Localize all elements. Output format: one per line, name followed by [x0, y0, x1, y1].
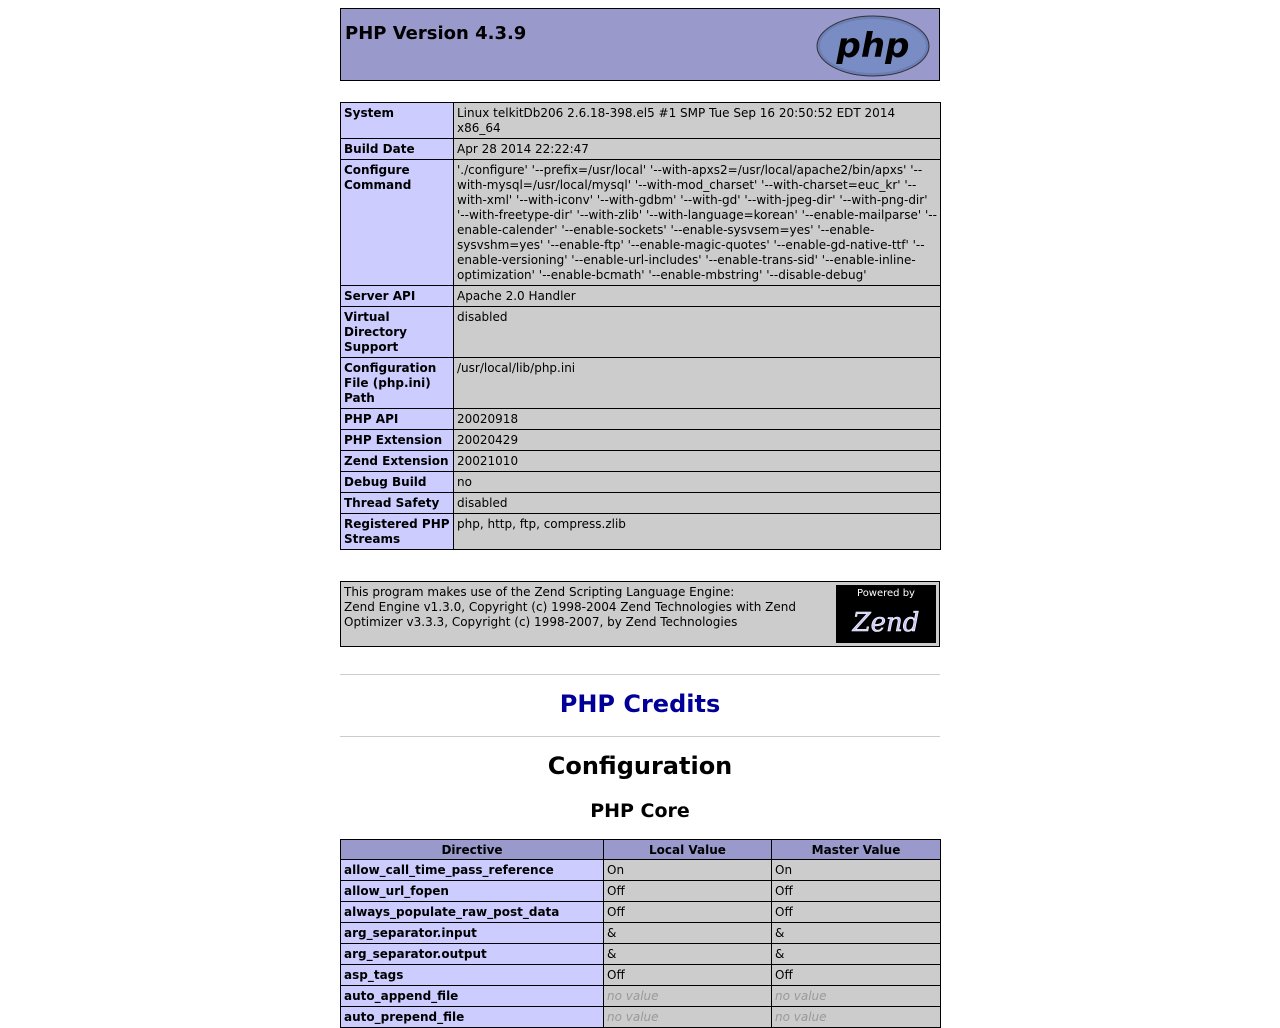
info-label: Server API [341, 286, 454, 307]
info-label: System [341, 103, 454, 139]
column-header-local-value: Local Value [604, 840, 772, 860]
info-value: php, http, ftp, compress.zlib [454, 514, 941, 550]
no-value-text: no value [775, 989, 827, 1003]
table-row [341, 160, 941, 286]
info-label: PHP API [341, 409, 454, 430]
php-version-header [340, 8, 940, 81]
info-label: Thread Safety [341, 493, 454, 514]
master-value [772, 986, 941, 1007]
zend-logo-powered: Powered by [857, 588, 915, 599]
directive-name: asp_tags [341, 965, 604, 986]
table-row [341, 307, 941, 358]
info-value: /usr/local/lib/php.ini [454, 358, 941, 409]
info-value: 20021010 [454, 451, 941, 472]
directive-name: arg_separator.input [341, 923, 604, 944]
local-value: Off [604, 881, 772, 902]
no-value-text: no value [607, 1010, 659, 1024]
master-value: Off [772, 965, 941, 986]
table-row [341, 451, 941, 472]
info-label: PHP Extension [341, 430, 454, 451]
info-label: Virtual Directory Support [341, 307, 454, 358]
directive-name: allow_call_time_pass_reference [341, 860, 604, 881]
info-value: no [454, 472, 941, 493]
info-value: 20020429 [454, 430, 941, 451]
directive-name: auto_prepend_file [341, 1007, 604, 1028]
table-row [341, 881, 941, 902]
zend-info-text [344, 585, 824, 630]
table-row [341, 514, 941, 550]
divider [340, 736, 940, 737]
table-row [341, 986, 941, 1007]
table-row [341, 493, 941, 514]
php-credits-link[interactable]: PHP Credits [559, 690, 721, 718]
page-title: PHP Version 4.3.9 [345, 23, 527, 44]
table-row [341, 860, 941, 881]
system-info-table [340, 102, 941, 550]
zend-logo-icon[interactable] [836, 585, 936, 643]
local-value [604, 1007, 772, 1028]
directive-name: auto_append_file [341, 986, 604, 1007]
info-value: disabled [454, 307, 941, 358]
directive-name: always_populate_raw_post_data [341, 902, 604, 923]
info-value: 20020918 [454, 409, 941, 430]
info-label: Configure Command [341, 160, 454, 286]
php-core-table [340, 839, 941, 1028]
php-logo-text: php [836, 26, 910, 66]
master-value: Off [772, 902, 941, 923]
table-row [341, 902, 941, 923]
info-value: Apr 28 2014 22:22:47 [454, 139, 941, 160]
local-value: & [604, 944, 772, 965]
table-row [341, 103, 941, 139]
table-header-row [341, 840, 941, 860]
zend-line-1: This program makes use of the Zend Scripting Language Engine: [344, 585, 735, 599]
info-label: Configuration File (php.ini) Path [341, 358, 454, 409]
master-value [772, 1007, 941, 1028]
master-value: Off [772, 881, 941, 902]
master-value: & [772, 944, 941, 965]
column-header-master-value: Master Value [772, 840, 941, 860]
php-core-heading: PHP Core [590, 800, 690, 822]
table-row [341, 923, 941, 944]
zend-logo-word: Zend [852, 608, 920, 638]
table-row [341, 472, 941, 493]
table-row [341, 286, 941, 307]
table-row [341, 139, 941, 160]
local-value: & [604, 923, 772, 944]
table-row [341, 409, 941, 430]
master-value: On [772, 860, 941, 881]
table-row [341, 1007, 941, 1028]
info-value: './configure' '--prefix=/usr/local' '--with-apxs2=/usr/local/apache2/bin/apxs' '--with-mysql=/usr/local/mysql' '--with-mod_charset' '--with-charset=euc_kr' '--with-xml' '--with-iconv' '--with-gdbm' '--with-gd' '--with-jpeg-dir' '--with-png-dir' '--with-freetype-dir' '--with-zlib' '--with-language=korean' '--enable-mailparse' '--enable-calender' '--enable-sockets' '--enable-sysvsem=yes' '--enable-sysvshm=yes' '--enable-ftp' '--enable-magic-quotes' '--enable-gd-native-ttf' '--enable-versioning' '--enable-url-includes' '--enable-trans-sid' '--enable-inline-optimization' '--enable-bcmath' '--enable-mbstring' '--disable-debug' [454, 160, 941, 286]
no-value-text: no value [607, 989, 659, 1003]
local-value: Off [604, 902, 772, 923]
table-row [341, 358, 941, 409]
local-value [604, 986, 772, 1007]
directive-name: allow_url_fopen [341, 881, 604, 902]
table-row [341, 965, 941, 986]
info-label: Zend Extension [341, 451, 454, 472]
zend-line-2: Zend Engine v1.3.0, Copyright (c) 1998-2004 Zend Technologies with Zend Optimizer v3.3.3, Copyright (c) 1998-2007, by Zend Technologies [344, 600, 796, 629]
zend-engine-box [340, 581, 940, 647]
info-label: Build Date [341, 139, 454, 160]
php-core-section [340, 839, 940, 1028]
directive-name: arg_separator.output [341, 944, 604, 965]
column-header-directive: Directive [341, 840, 604, 860]
info-value: disabled [454, 493, 941, 514]
info-value: Apache 2.0 Handler [454, 286, 941, 307]
info-label: Registered PHP Streams [341, 514, 454, 550]
local-value: On [604, 860, 772, 881]
configuration-heading: Configuration [547, 752, 733, 780]
table-row [341, 430, 941, 451]
table-row [341, 944, 941, 965]
divider [340, 674, 940, 675]
local-value: Off [604, 965, 772, 986]
info-label: Debug Build [341, 472, 454, 493]
master-value: & [772, 923, 941, 944]
no-value-text: no value [775, 1010, 827, 1024]
php-logo-icon[interactable] [816, 15, 930, 77]
info-value: Linux telkitDb206 2.6.18-398.el5 #1 SMP Tue Sep 16 20:50:52 EDT 2014 x86_64 [454, 103, 941, 139]
system-info-section [340, 102, 940, 550]
